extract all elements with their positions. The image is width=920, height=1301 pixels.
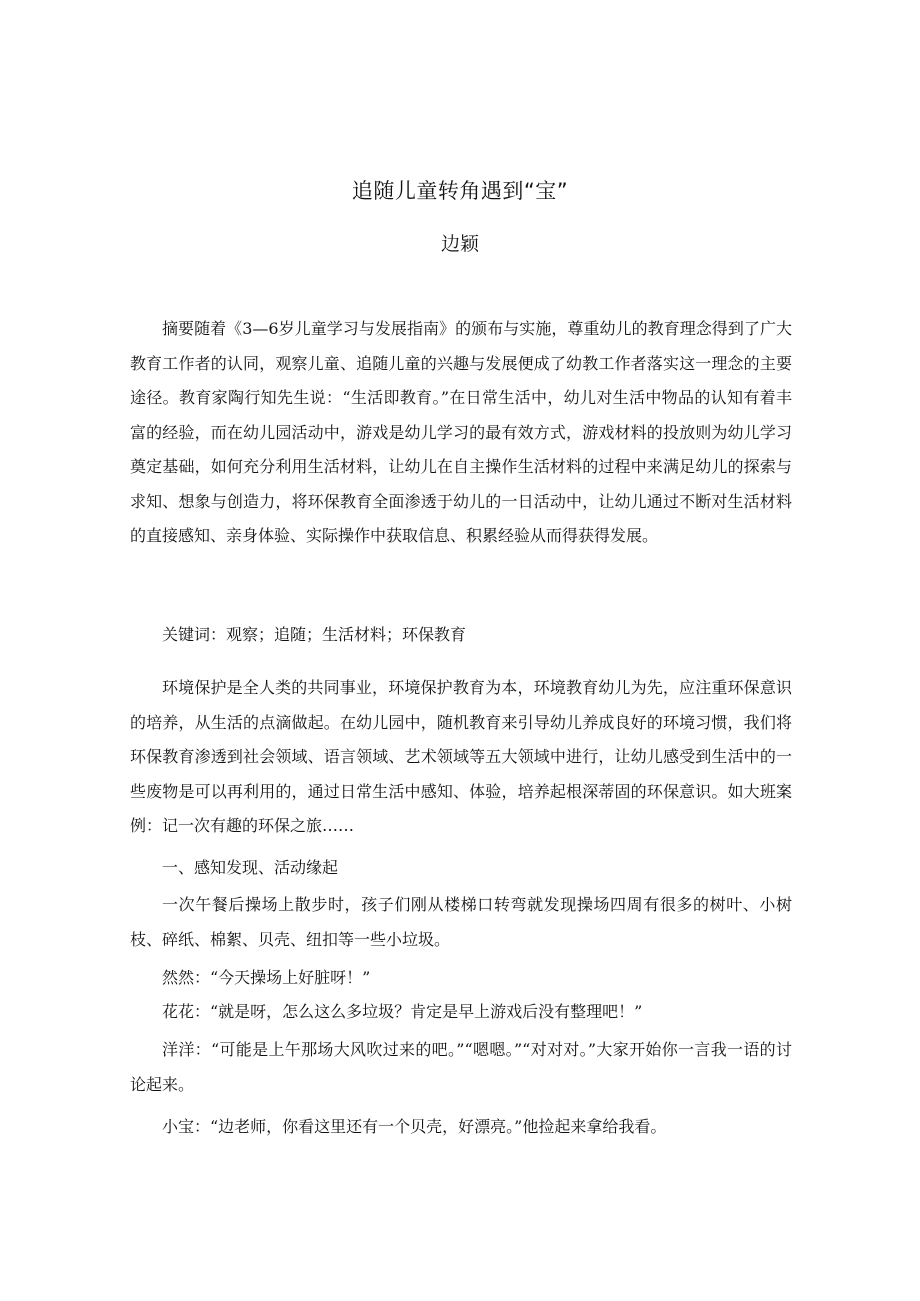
keywords-line: 关键词：观察；追随；生活材料；环保教育	[162, 625, 467, 644]
dialogue-line: 然然：“今天操场上好脏呀！”	[162, 968, 371, 987]
article-title: 追随儿童转角遇到“宝”	[351, 179, 569, 203]
dialogue-line: 小宝：“边老师，你看这里还有一个贝壳，好漂亮。”他捡起来拿给我看。	[162, 1117, 667, 1136]
section-heading: 一、感知发现、活动缘起	[162, 858, 339, 877]
abstract-paragraph: 摘要随着《3—6岁儿童学习与发展指南》的颁布与实施，尊重幼儿的教育理念得到了广大教育工作者的认同，观察儿童、追随儿童的兴趣与发展便成了幼教工作者落实这一理念的主要途径。教育家陶行知先生说：“生活即教育。”在日常生活中，幼儿对生活中物品的认知有着丰富的经验，而在幼儿园活动中，游戏是幼儿学习的最有效方式，游戏材料的投放则为幼儿学习奠定基础，如何充分利用生活材料，让幼儿在自主操作生活材料的过程中来满足幼儿的探索与求知、想象与创造力，将环保教育全面渗透于幼儿的一日活动中，让幼儿通过不断对生活材料的直接感知、亲身体验、实际操作中获取信息、积累经验从而得获得发展。	[130, 319, 792, 545]
dialogue-line: 洋洋：“可能是上午那场大风吹过来的吧。”“嗯嗯。”“对对对。”大家开始你一言我一语的讨论起来。	[130, 1040, 792, 1094]
article-author: 边颖	[440, 233, 479, 255]
dialogue-line: 花花：“就是呀，怎么这么多垃圾？肯定是早上游戏后没有整理吧！”	[162, 1002, 643, 1021]
intro-paragraph: 环境保护是全人类的共同事业，环境保护教育为本，环境教育幼儿为先，应注重环保意识的培养，从生活的点滴做起。在幼儿园中，随机教育来引导幼儿养成良好的环境习惯，我们将环保教育渗透到社会领域、语言领域、艺术领域等五大领域中进行，让幼儿感受到生活中的一些废物是可以再利用的，通过日常生活中感知、体验，培养起根深蒂固的环保意识。如大班案例：记一次有趣的环保之旅……	[130, 678, 792, 835]
body-paragraph: 一次午餐后操场上散步时，孩子们刚从楼梯口转弯就发现操场四周有很多的树叶、小树枝、碎纸、棉絮、贝壳、纽扣等一些小垃圾。	[130, 895, 792, 949]
